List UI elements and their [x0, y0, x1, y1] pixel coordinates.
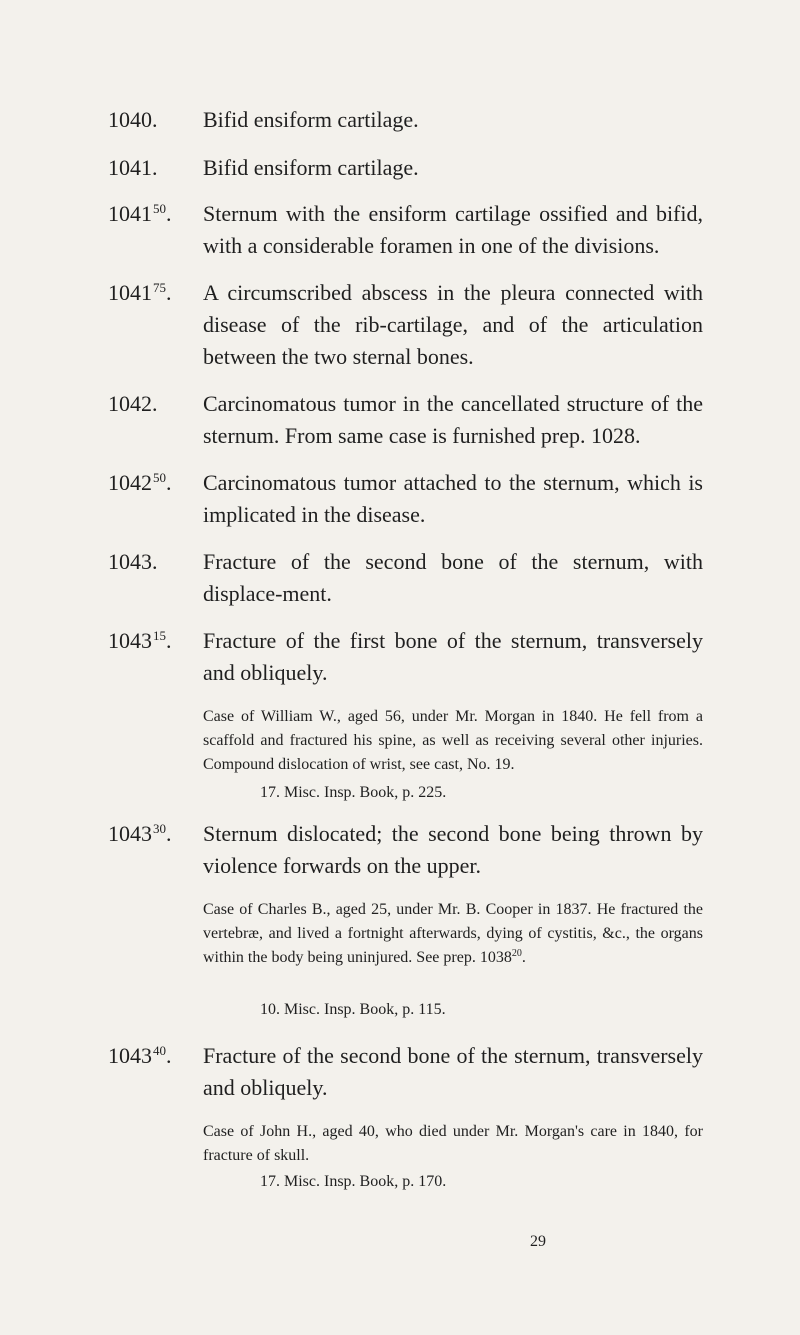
entry-title: Fracture of the second bone of the sternum, transversely and obliquely.	[203, 1043, 703, 1100]
entry-number: 1042.	[108, 391, 158, 416]
entry-title: Fracture of the first bone of the sternum, transversely and obliquely.	[203, 628, 703, 685]
entry-number: 1041.	[108, 155, 158, 180]
entry-number: 1042$^{50}$.	[108, 470, 172, 495]
entry-title: Bifid ensiform cartilage.	[203, 107, 419, 132]
entry-title: A circumscribed abscess in the pleura connected with disease of the rib-cartilage, and of the articulation between the two sternal bones.	[203, 280, 703, 369]
entry-title: Sternum dislocated; the second bone being thrown by violence forwards on the upper.	[203, 821, 703, 878]
entry-number: 1043$^{30}$.	[108, 821, 172, 846]
entry-number: 1043$^{40}$.	[108, 1043, 172, 1068]
entry-superscript: 30	[153, 821, 166, 836]
entry-title: Carcinomatous tumor in the cancellated structure of the sternum. From same case is furnished prep. 1028.	[203, 391, 703, 448]
entry-number: 1043.	[108, 549, 158, 574]
entry-number: 1040.	[108, 107, 158, 132]
case-reference: 10. Misc. Insp. Book, p. 115.	[260, 1001, 446, 1018]
case-note: Case of William W., aged 56, under Mr. Morgan in 1840. He fell from a scaffold and fractured his spine, as well as receiving several other injuries. Compound dislocation of wrist, see cast, No. 19.	[203, 708, 703, 773]
entry-number: 1043$^{15}$.	[108, 628, 172, 653]
entry-number: 1041$^{50}$.	[108, 201, 172, 226]
entry-title: Fracture of the second bone of the sternum, with displace-ment.	[203, 549, 703, 606]
entry-title: Carcinomatous tumor attached to the sternum, which is implicated in the disease.	[203, 470, 703, 527]
entry-superscript: 15	[153, 628, 166, 643]
entry-superscript: 50	[153, 201, 166, 216]
entry-title: Sternum with the ensiform cartilage ossified and bifid, with a considerable foramen in one of the divisions.	[203, 201, 703, 258]
case-reference: 17. Misc. Insp. Book, p. 170.	[260, 1173, 447, 1190]
case-reference: 17. Misc. Insp. Book, p. 225.	[260, 784, 447, 801]
entry-superscript: 50	[153, 470, 166, 485]
entry-number: 1041$^{75}$.	[108, 280, 172, 305]
case-note: Case of John H., aged 40, who died under Mr. Morgan's care in 1840, for fracture of skull.	[203, 1123, 703, 1164]
case-note: Case of Charles B., aged 25, under Mr. B. Cooper in 1837. He fractured the vertebræ, and lived a fortnight afterwards, dying of cystitis, &c., the organs within the body being uninjured. See prep. 1038$^{20}$.	[203, 901, 703, 966]
entry-title: Bifid ensiform cartilage.	[203, 155, 419, 180]
page-number: 29	[530, 1233, 546, 1250]
entry-superscript: 40	[153, 1043, 166, 1058]
entry-superscript: 75	[153, 280, 166, 295]
